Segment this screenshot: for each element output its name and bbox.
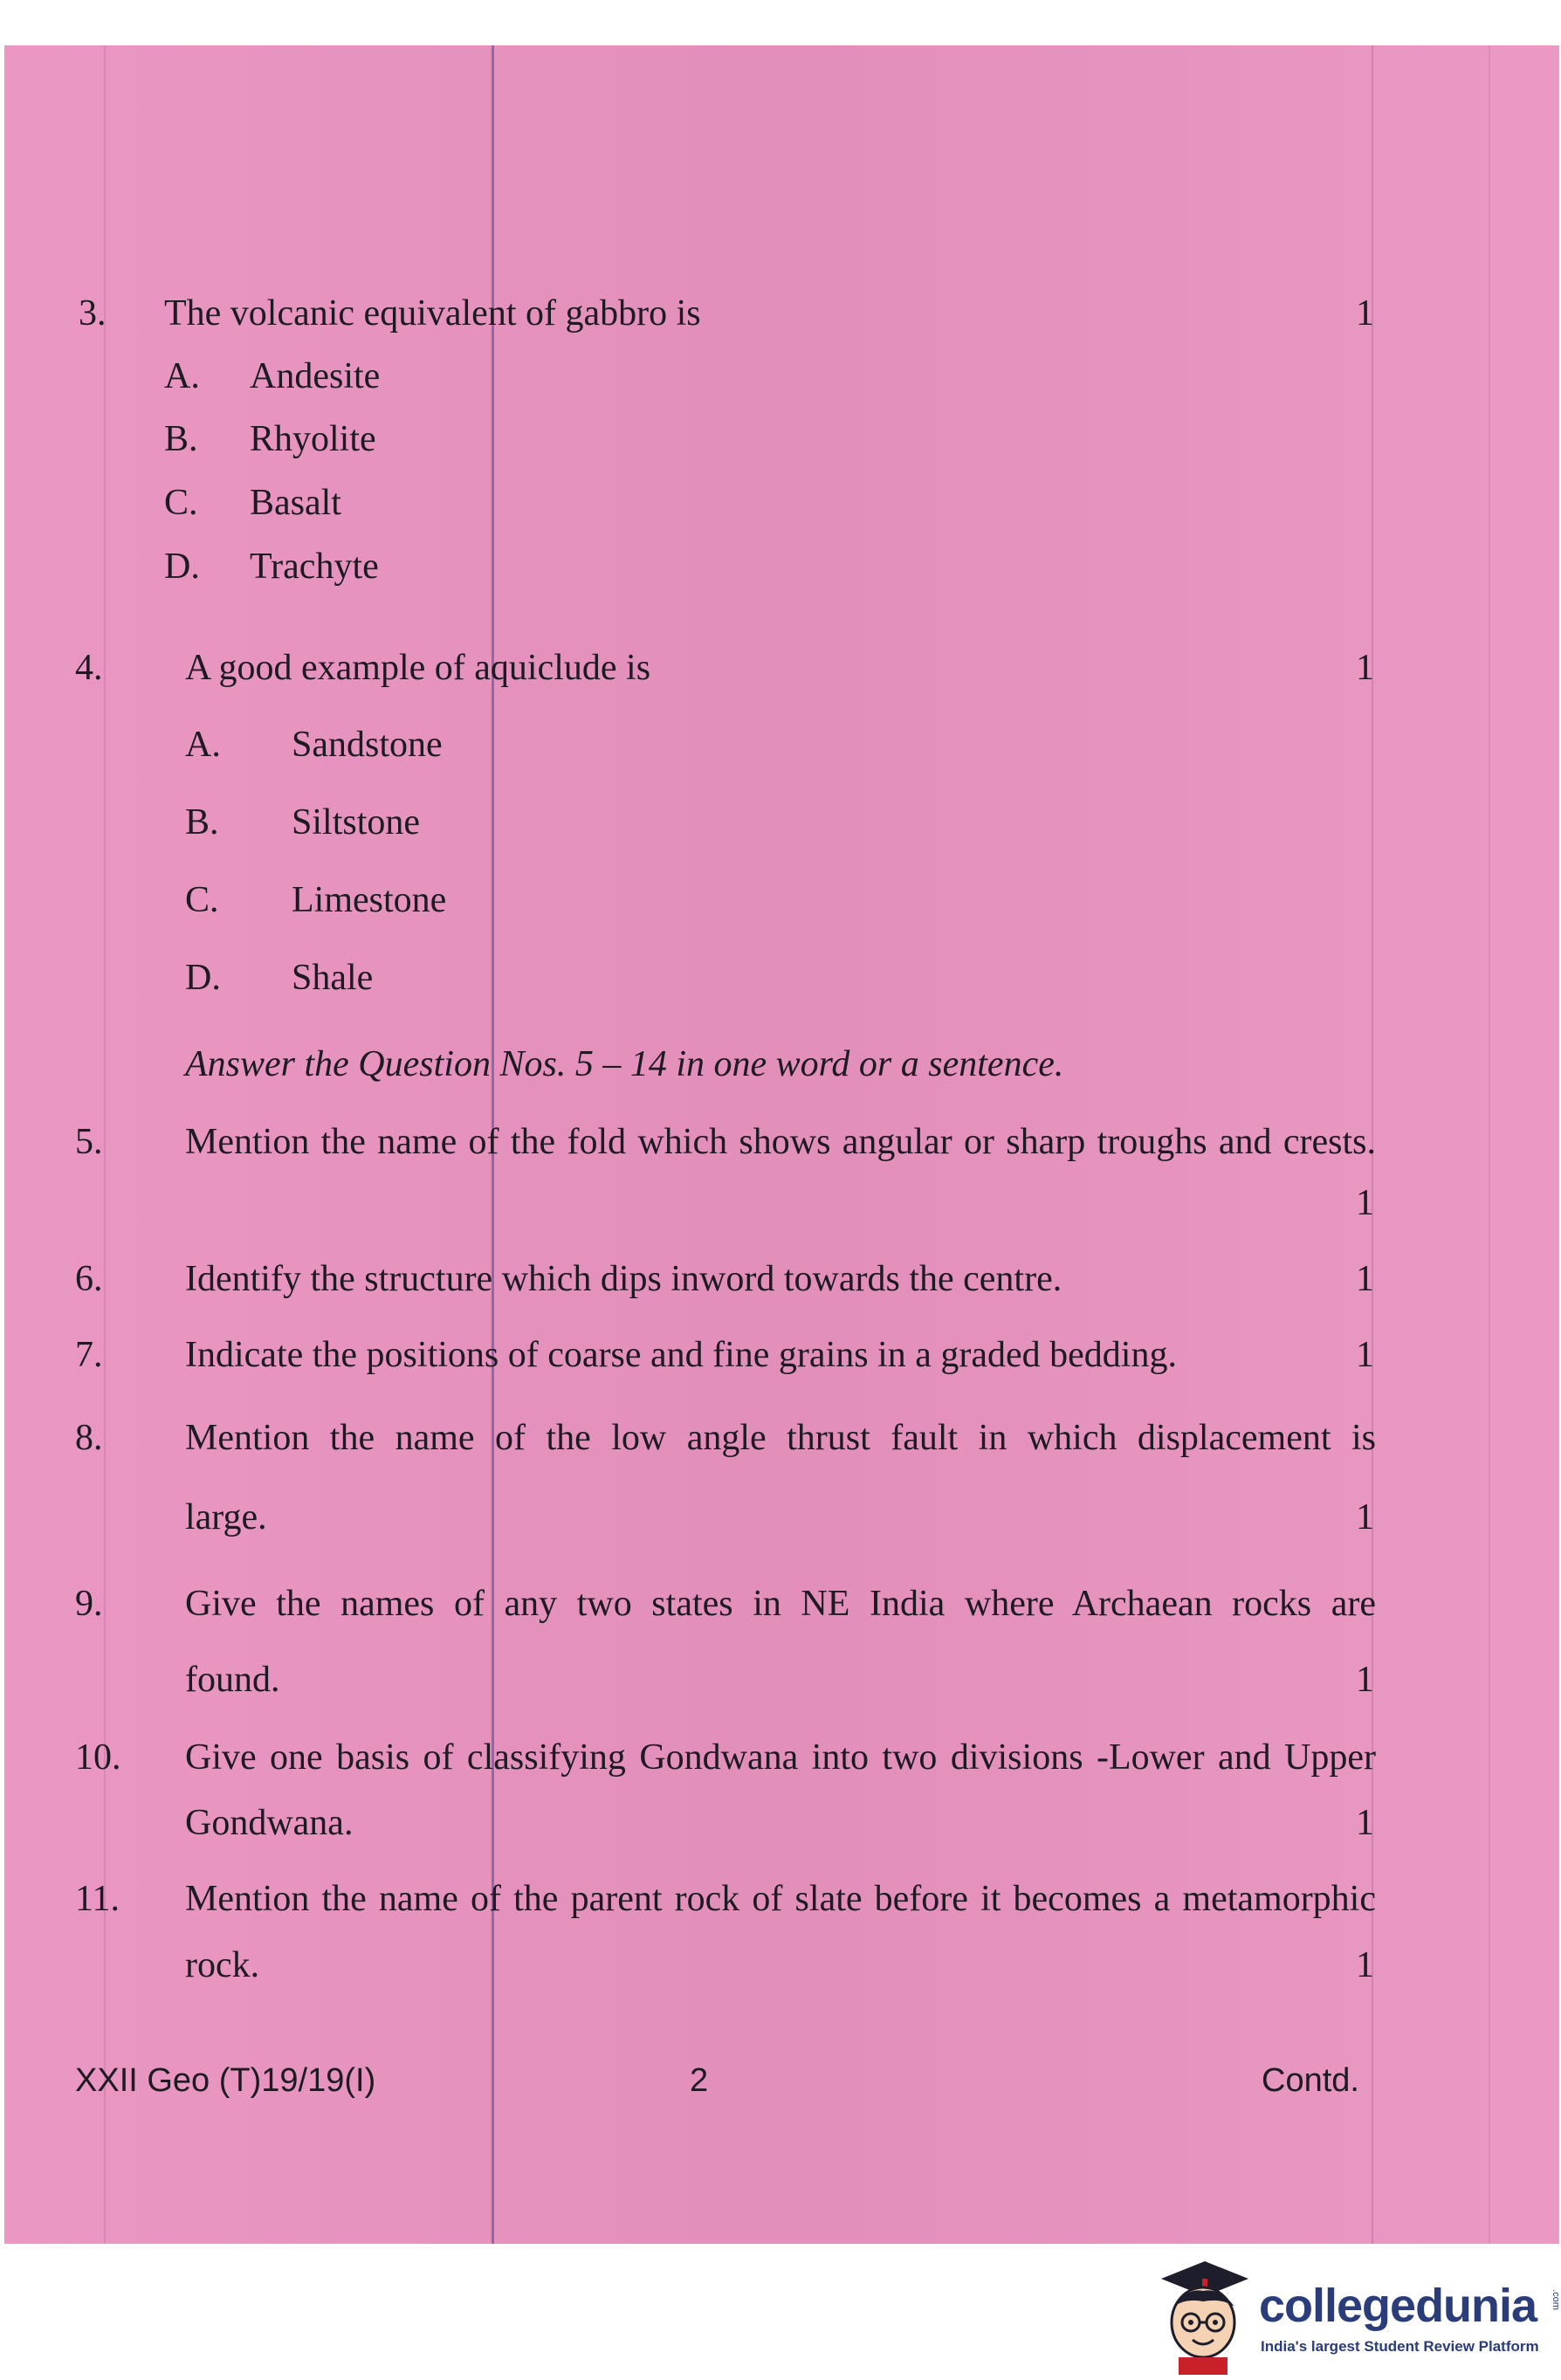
q3-option-c-text: Basalt (250, 483, 341, 523)
q4-option-a-text: Sandstone (292, 725, 443, 765)
q9-text-line2: found. (185, 1660, 280, 1700)
q9-marks: 1 (1356, 1660, 1374, 1700)
brand-name: collegedunia (1259, 2280, 1537, 2332)
student-mascot-icon (1152, 2253, 1254, 2375)
q10-marks: 1 (1356, 1803, 1374, 1843)
q11-text-line1: Mention the name of the parent rock of slate before it becomes a metamorphic (185, 1879, 1376, 1919)
q3-number: 3. (79, 293, 107, 334)
q6-marks: 1 (1356, 1259, 1374, 1299)
q4-number: 4. (75, 648, 103, 688)
q7-text: Indicate the positions of coarse and fine grains in a graded bedding. (185, 1335, 1177, 1375)
q8-number: 8. (75, 1418, 103, 1458)
brand-domain-suffix: .com (1550, 2289, 1561, 2310)
q4-option-b-text: Siltstone (292, 802, 421, 843)
q3-option-c-letter: C. (164, 483, 198, 523)
q3-marks: 1 (1356, 293, 1374, 334)
q4-option-c-text: Limestone (292, 880, 447, 920)
q3-option-a-letter: A. (164, 356, 200, 396)
q5-number: 5. (75, 1122, 103, 1162)
q9-number: 9. (75, 1584, 103, 1624)
q4-text: A good example of aquiclude is (185, 648, 651, 688)
q5-marks: 1 (1356, 1183, 1374, 1223)
q7-marks: 1 (1356, 1335, 1374, 1375)
q7-number: 7. (75, 1335, 103, 1375)
q11-text-line2: rock. (185, 1945, 260, 1985)
q9-text-line1: Give the names of any two states in NE India where Archaean rocks are (185, 1584, 1376, 1624)
q3-text: The volcanic equivalent of gabbro is (164, 293, 701, 334)
q4-option-b-letter: B. (185, 802, 219, 843)
q5-text: Mention the name of the fold which shows angular or sharp troughs and crests. (185, 1122, 1376, 1162)
q3-option-d-text: Trachyte (250, 547, 379, 587)
footer-paper-code: XXII Geo (T)19/19(I) (75, 2062, 376, 2099)
q8-text-line1: Mention the name of the low angle thrust fault in which displacement is (185, 1418, 1376, 1458)
q11-marks: 1 (1356, 1945, 1374, 1985)
q6-number: 6. (75, 1259, 103, 1299)
q3-option-d-letter: D. (164, 547, 200, 587)
q4-marks: 1 (1356, 648, 1374, 688)
q4-option-a-letter: A. (185, 725, 221, 765)
edge-rule-right (1489, 45, 1490, 2244)
q10-text-line1: Give one basis of classifying Gondwana into two divisions -Lower and Upper (185, 1737, 1376, 1778)
q3-option-b-text: Rhyolite (250, 419, 376, 459)
q6-text: Identify the structure which dips inword towards the centre. (185, 1259, 1062, 1299)
q4-option-d-text: Shale (292, 958, 374, 998)
q10-number: 10. (75, 1737, 121, 1778)
q4-option-c-letter: C. (185, 880, 219, 920)
brand-tagline: India's largest Student Review Platform (1261, 2338, 1539, 2355)
q3-option-b-letter: B. (164, 419, 198, 459)
q4-option-d-letter: D. (185, 958, 221, 998)
q3-option-a-text: Andesite (250, 356, 381, 396)
q11-number: 11. (75, 1879, 120, 1919)
q8-text-line2: large. (185, 1497, 267, 1537)
footer-page-number: 2 (690, 2062, 709, 2099)
footer-contd: Contd. (1262, 2062, 1359, 2099)
q10-text-line2: Gondwana. (185, 1803, 354, 1843)
collegedunia-watermark (1152, 2246, 1559, 2380)
q8-marks: 1 (1356, 1497, 1374, 1537)
section-instruction: Answer the Question Nos. 5 – 14 in one word or a sentence. (185, 1044, 1064, 1084)
